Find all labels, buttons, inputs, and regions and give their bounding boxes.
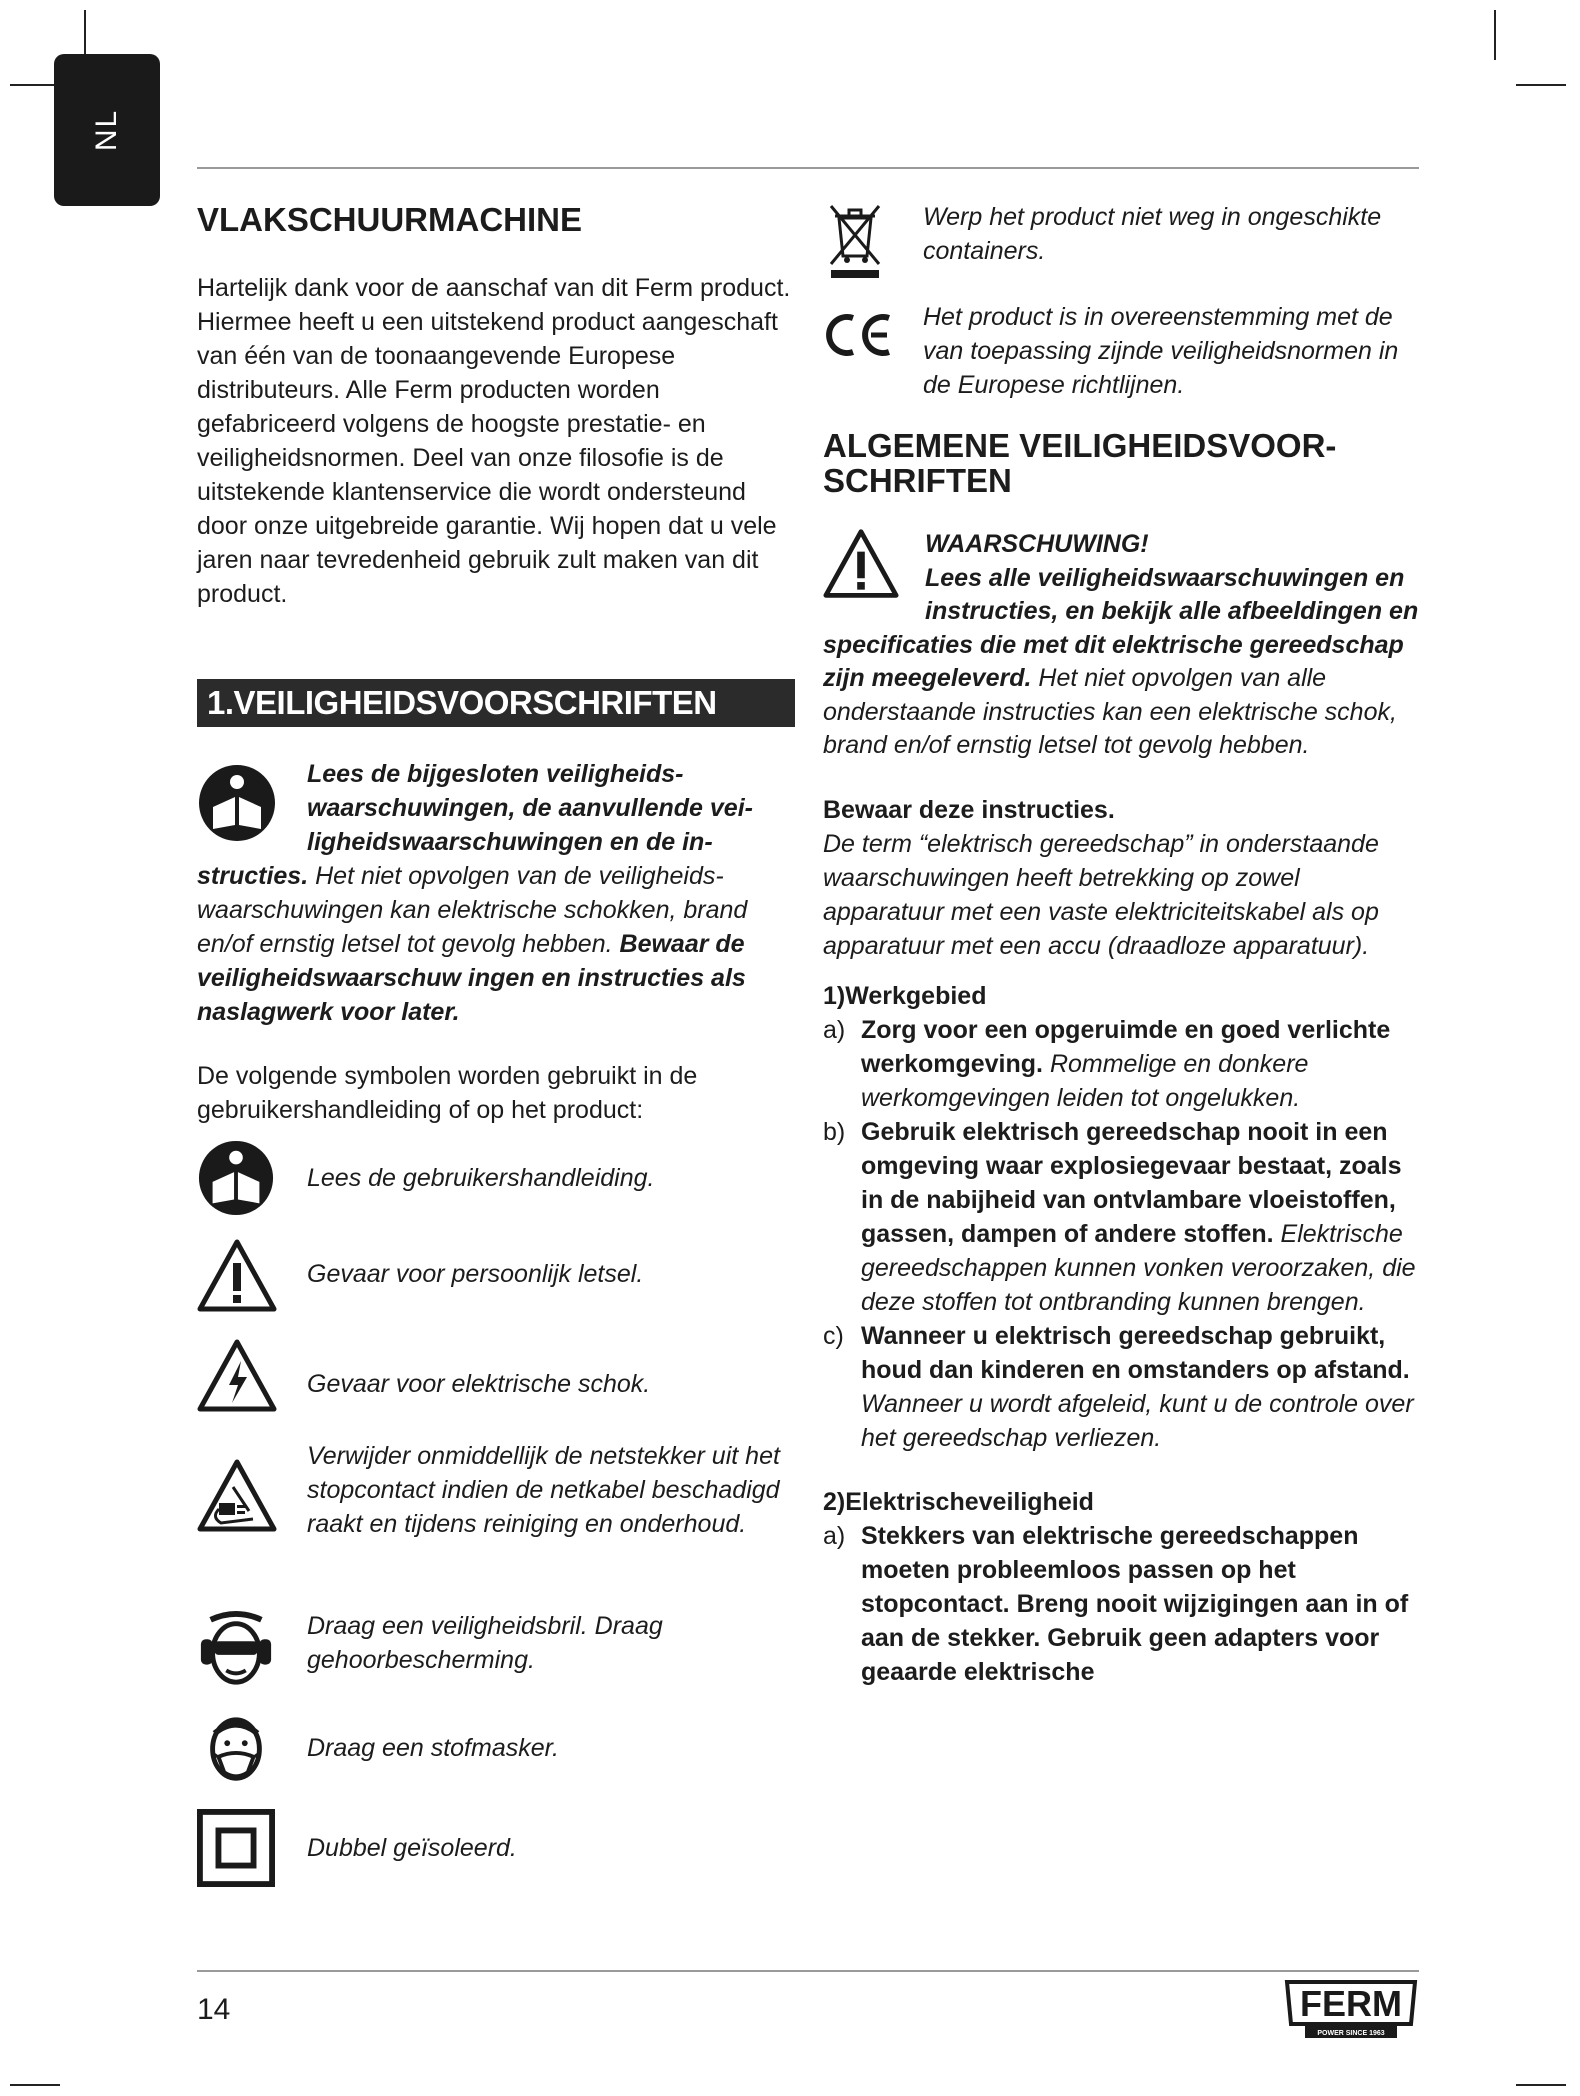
page-title: VLAKSCHUURMACHINE bbox=[197, 201, 582, 238]
list-normal-text: Rommelige en donkere werkomgevingen leiden tot ongelukken. bbox=[861, 1049, 1309, 1112]
list-bold-text: Wanneer u elektrisch gereedschap gebruikt, houd dan kinderen en omstanders op afstand. bbox=[861, 1321, 1410, 1384]
crop-mark bbox=[1516, 84, 1566, 86]
symbols-list bbox=[197, 1139, 795, 1909]
goggles-ear-protection-icon bbox=[197, 1609, 277, 1689]
symbol-row bbox=[197, 1609, 795, 1709]
warning-block bbox=[823, 528, 1421, 763]
double-insulated-icon bbox=[197, 1809, 277, 1887]
symbol-row bbox=[197, 1809, 795, 1909]
section-banner: 1.VEILIGHEIDSVOORSCHRIFTEN bbox=[197, 679, 795, 727]
warning-icon bbox=[823, 528, 901, 608]
list-bold-text: Stekkers van elektrische gereedschappen moeten probleemloos passen op het stopcontact. Breng nooit wijzigingen aan in of aan de stekker. Gebruik geen adapters voor geaarde elektrische bbox=[861, 1521, 1409, 1686]
list-label: a) bbox=[823, 1521, 846, 1550]
weee-row bbox=[823, 200, 1421, 300]
read-bold-text-2: Bewaar de veiligheidswaarschuw ingen en instructies als naslagwerk voor later. bbox=[197, 930, 746, 1026]
list-item bbox=[823, 1519, 1421, 1689]
ferm-logo bbox=[1283, 1978, 1419, 2045]
read-normal-text: Het niet opvolgen van de veiligheidswaarschuwingen kan elektrische schokken, brand en/of ernstig letsel tot gevolg hebben. bbox=[197, 862, 748, 958]
unplug-icon bbox=[197, 1459, 277, 1533]
list-bold-text: Zorg voor een opgeruimde en goed verlichte werkomgeving. bbox=[861, 1015, 1391, 1078]
symbol-text: Gevaar voor persoonlijk letsel. bbox=[307, 1260, 644, 1288]
crop-mark bbox=[10, 84, 60, 86]
dust-mask-icon bbox=[197, 1709, 277, 1789]
work-area-list bbox=[823, 1013, 1421, 1455]
ce-row bbox=[823, 300, 1421, 400]
manual-icon bbox=[197, 763, 279, 845]
list-label: c) bbox=[823, 1321, 844, 1350]
weee-bin-icon bbox=[823, 200, 893, 280]
symbol-row bbox=[197, 1239, 795, 1339]
section-title: ALGEMENE VEILIGHEIDSVOORSCHRIFTEN bbox=[823, 427, 1337, 499]
footer-rule bbox=[197, 1970, 1419, 1972]
list-normal-text: Wanneer u wordt afgeleid, kunt u de controle over het gereedschap verliezen. bbox=[861, 1389, 1414, 1452]
electric-shock-icon bbox=[197, 1339, 277, 1413]
list-item bbox=[823, 1115, 1421, 1319]
logo-text: FERM bbox=[1300, 1983, 1402, 2024]
warning-heading: WAARSCHUWING! bbox=[925, 530, 1149, 558]
logo-tagline: POWER SINCE 1963 bbox=[1317, 2030, 1385, 2037]
warning-bold-text: Lees alle veiligheidswaarschuwingen en instructies, en bekijk alle afbeeldingen en specificaties die met dit elektrische gereedschap zijn meegeleverd. bbox=[823, 563, 1419, 692]
symbol-row bbox=[197, 1339, 795, 1439]
symbol-text: Draag een veiligheidsbril. Draag gehoorbescherming. bbox=[307, 1612, 663, 1674]
work-area-title: 1)Werkgebied bbox=[823, 981, 987, 1010]
language-tab bbox=[54, 54, 160, 206]
electrical-safety-list bbox=[823, 1519, 1421, 1689]
list-bold-text: Gebruik elektrisch gereedschap nooit in een omgeving waar explosiegevaar bestaat, zoals in de nabijheid van ontvlambare vloeistoffen, gassen, dampen of andere stoffen. bbox=[861, 1117, 1402, 1248]
crop-mark bbox=[84, 10, 86, 60]
symbol-text: Dubbel geïsoleerd. bbox=[307, 1834, 517, 1862]
intro-text: Hartelijk dank voor de aanschaf van dit Ferm product. Hiermee heeft u een uitstekend product aangeschaft van één van de toonaangevende Europese distributeurs. Alle Ferm producten worden gefabriceerd volgens de hoogste prestatie- en veiligheidsnormen. Deel van onze filosofie is de uitstekende klantenservice die wordt ondersteund door onze uitgebreide garantie. Wij hopen dat u vele jaren naar tevredenheid gebruik zult maken van dit product. bbox=[197, 274, 791, 608]
ce-mark-icon bbox=[823, 312, 893, 358]
keep-instructions-title: Bewaar deze instructies. bbox=[823, 795, 1115, 824]
list-label: a) bbox=[823, 1015, 846, 1044]
list-normal-text: Elektrische gereedschappen kunnen vonken veroorzaken, die deze stoffen tot ontbranding kunnen brengen. bbox=[861, 1219, 1416, 1316]
left-column bbox=[197, 200, 795, 1909]
symbol-text: Gevaar voor elektrische schok. bbox=[307, 1370, 651, 1398]
read-instructions-block bbox=[197, 757, 795, 1029]
warning-normal-text: Het niet opvolgen van alle onderstaande instructies kan een elektrische schok, brand en/of ernstig letsel tot gevolg hebben. bbox=[823, 664, 1397, 759]
symbol-text: Verwijder onmiddellijk de netstekker uit het stopcontact indien de netkabel beschadigd raakt en tijdens reiniging en onderhoud. bbox=[307, 1442, 780, 1538]
crop-mark bbox=[1494, 10, 1496, 60]
crop-mark bbox=[10, 2084, 60, 2086]
weee-text: Werp het product niet weg in ongeschikte containers. bbox=[923, 203, 1382, 265]
ce-text: Het product is in overeenstemming met de van toepassing zijnde veiligheidsnormen in de Europese richtlijnen. bbox=[923, 303, 1399, 399]
symbol-text: Draag een stofmasker. bbox=[307, 1734, 559, 1762]
list-item bbox=[823, 1013, 1421, 1115]
symbols-intro: De volgende symbolen worden gebruikt in de gebruikershandleiding of op het product: bbox=[197, 1062, 698, 1124]
list-item bbox=[823, 1319, 1421, 1455]
header-rule bbox=[197, 167, 1419, 169]
symbol-row bbox=[197, 1709, 795, 1809]
warning-icon bbox=[197, 1239, 277, 1313]
symbol-row bbox=[197, 1139, 795, 1239]
right-column bbox=[823, 200, 1421, 1689]
symbol-text: Lees de gebruikershandleiding. bbox=[307, 1164, 655, 1192]
read-bold-text: Lees de bijgesloten veiligheidswaarschuwingen, de aanvullende veiligheidswaarschuwingen en de instructies. bbox=[197, 760, 753, 890]
crop-mark bbox=[1516, 2084, 1566, 2086]
language-tab-label: NL bbox=[90, 108, 123, 152]
list-label: b) bbox=[823, 1117, 846, 1146]
page-number: 14 bbox=[197, 1993, 231, 2026]
symbol-row bbox=[197, 1439, 795, 1609]
keep-instructions-text: De term “elektrisch gereedschap” in onderstaande waarschuwingen heeft betrekking op zowel apparatuur met een vaste elektriciteitskabel als op apparatuur met een accu (draadloze apparatuur). bbox=[823, 829, 1379, 960]
manual-icon bbox=[197, 1139, 277, 1217]
electrical-safety-title: 2)Elektrischeveiligheid bbox=[823, 1487, 1094, 1516]
